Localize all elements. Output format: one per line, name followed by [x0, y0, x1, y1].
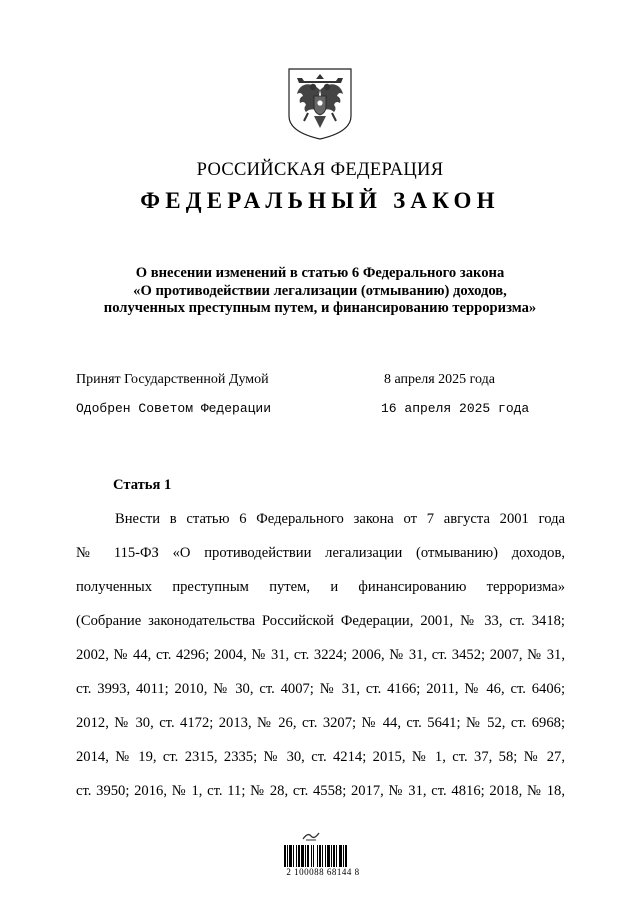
law-title-line: «О противодействии легализации (отмыванию) доходов,	[133, 282, 507, 299]
paragraph-line: № 115-ФЗ «О противодействии легализации (отмыванию) доходов,	[76, 545, 565, 561]
country-name: РОССИЙСКАЯ ФЕДЕРАЦИЯ	[196, 160, 444, 180]
law-title	[0, 265, 640, 318]
paragraph-line: 2002, № 44, ст. 4296; 2004, № 31, ст. 3224; 2006, № 31, ст. 3452; 2007, № 31,	[76, 647, 565, 663]
paragraph-line: полученных преступным путем, и финансированию терроризма»	[76, 579, 565, 595]
paragraph-line: 2012, № 30, ст. 4172; 2013, № 26, ст. 3207; № 44, ст. 5641; № 52, ст. 6968;	[76, 715, 565, 731]
paragraph-line: (Собрание законодательства Российской Федерации, 2001, № 33, ст. 3418;	[76, 613, 565, 629]
council-approval-date: 16 апреля 2025 года	[381, 401, 530, 416]
paragraph-line: ст. 3950; 2016, № 1, ст. 11; № 28, ст. 4558; 2017, № 31, ст. 4816; 2018, № 18,	[76, 783, 565, 799]
document-type: ФЕДЕРАЛЬНЫЙ ЗАКОН	[140, 188, 500, 213]
coat-of-arms-icon	[286, 66, 354, 142]
council-approval-label: Одобрен Советом Федерации	[76, 401, 272, 416]
law-title-line: полученных преступным путем, и финансированию терроризма»	[103, 300, 537, 316]
paragraph-line: ст. 3993, 4011; 2010, № 30, ст. 4007; № 31, ст. 4166; 2011, № 46, ст. 6406;	[76, 681, 565, 697]
barcode-icon	[284, 845, 366, 867]
paragraph-line: Внести в статью 6 Федерального закона от 7 августа 2001 года	[115, 511, 565, 527]
barcode-number: 2 100088 68144 8	[286, 867, 360, 877]
article-heading: Статья 1	[113, 477, 172, 493]
paragraph-line: 2014, № 19, ст. 2315, 2335; № 30, ст. 4214; 2015, № 1, ст. 37, 58; № 27,	[76, 749, 565, 765]
duma-adoption-label: Принят Государственной Думой	[76, 372, 269, 387]
duma-adoption-date: 8 апреля 2025 года	[384, 372, 495, 387]
law-title-line: О внесении изменений в статью 6 Федерального закона	[135, 265, 505, 281]
footer-mark-icon	[302, 831, 320, 841]
